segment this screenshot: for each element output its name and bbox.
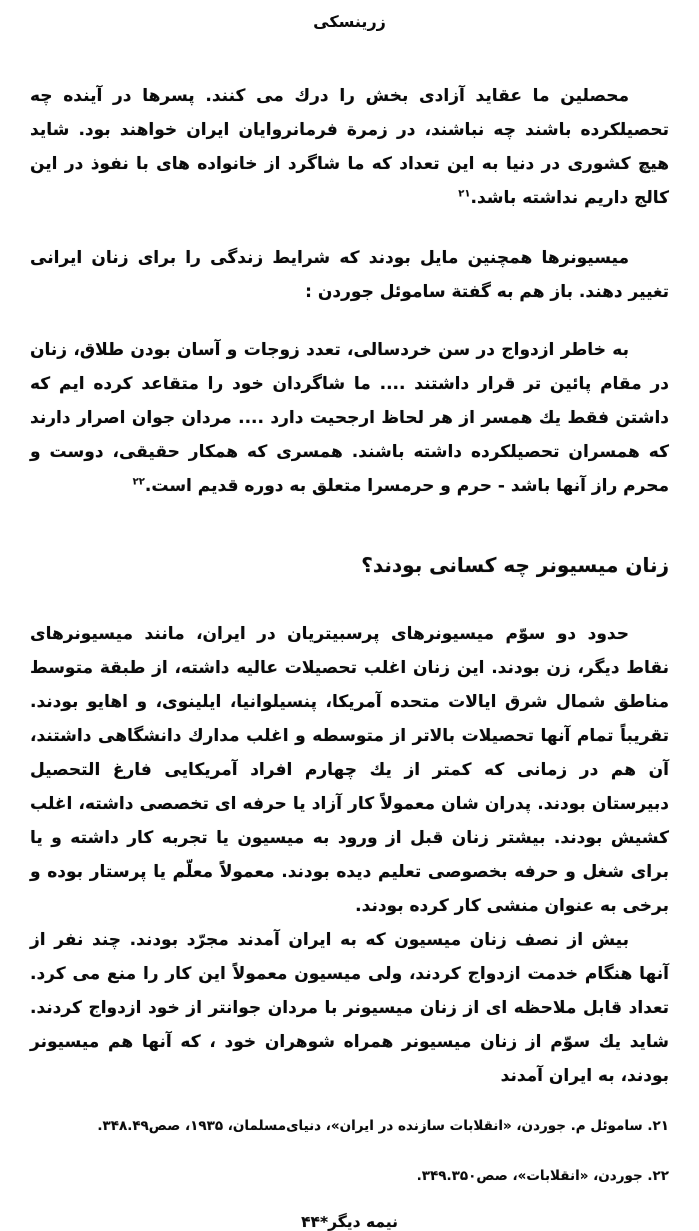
blockquote-jordan — [30, 333, 669, 503]
footnote-21: ۲۱. ساموئل م. جوردن، «انقلابات سازنده در ایران»، دنیای‌مسلمان، ۱۹۳۵، صص۳۴۸.۴۹. — [97, 1118, 669, 1134]
footnote-ref-22: ۲۲ — [132, 476, 145, 488]
paragraph-marital-status-text: بیش از نصف زنان میسیون كه به ایران آمدند مجرّد بودند. چند نفر از آنها هنگام خدمت ازدواج كردند، ولی میسیون معمولاً این كار را منع می كرد. تعداد قابل ملاحظه ای از زنان میسیونر با مردان جوانتر از خود ازدواج كردند. شاید یك سوّم از زنان میسیونر همراه شوهران خود ، كه آنها هم میسیونر بودند، به ایران آمدند — [30, 930, 669, 1086]
footnote-22: ۲۲. جوردن، «انقلابات»، صص۳۴۹.۳۵۰. — [416, 1168, 669, 1184]
paragraph-missionaries-intro-text: میسیونرها همچنین مایل بودند كه شرایط زندگی را برای زنان ایرانی تغییر دهند. باز هم به گفتة ساموئل جوردن : — [30, 248, 669, 302]
running-head: زرینسکی — [313, 12, 386, 31]
paragraph-college-quote-text: محصلین ما عقاید آزادی بخش را درك می كنند. پسرها در آینده چه تحصیلكرده باشند چه نباشند، در زمرة فرمانروایان ایران خواهند بود. شاید هیچ كشوری در دنیا به این تعداد كه ما شاگرد از خانواده های با نفوذ در این كالج داریم نداشته باشد. — [30, 86, 669, 208]
journal-title-page-number: نیمه دیگر*۴۴ — [301, 1213, 398, 1231]
blockquote-jordan-text: به خاطر ازدواج در سن خردسالی، تعدد زوجات و آسان بودن طلاق، زنان در مقام پائین تر قرار داشتند .... ما شاگردان خود را متقاعد كرده ایم كه داشتن فقط یك همسر از هر لحاظ ارجحیت دارد .... مردان جوان اصرار دارند كه همسران تحصیلكرده داشته باشند. همسری كه همكار حقیقی، دوست و محرم راز آنها باشد - حرم و حرمسرا متعلق به دوره قدیم است. — [30, 340, 669, 496]
footnote-ref-21: ۲۱ — [458, 188, 471, 200]
paragraph-demographics-text: حدود دو سوّم میسیونرهای پرسبیتریان در ایران، مانند میسیونرهای نقاط دیگر، زن بودند. این زنان اغلب تحصیلات عالیه داشته، از طبقة متوسط مناطق شمال شرق ایالات متحده آمریكا، پنسیلوانیا، ایلینوی، و اهایو بودند. تقریباً تمام آنها تحصیلات بالاتر از متوسطه و اغلب مدارك دانشگاهی داشتند، آن هم در زمانی كه كمتر از یك چهارم افراد آمریكایی فارغ التحصیل دبیرستان بودند. پدران شان معمولاً كار آزاد یا حرفه ای تخصصی داشته، اغلب كشیش بودند. بیشتر زنان قبل از ورود به میسیون یا تجربه كار داشته و یا برای شغل و حرفه بخصوصی تعلیم دیده بودند. معمولاً معلّم یا پرستار بوده و برخی به عنوان منشی كار كرده بودند. — [30, 624, 669, 916]
paragraph-marital-status — [30, 923, 669, 1093]
paragraph-college-quote — [30, 79, 669, 215]
footnotes-section — [30, 1115, 669, 1187]
section-heading-missionary-women: زنان میسیونر چه كسانی بودند؟ — [361, 553, 669, 577]
paragraph-demographics — [30, 617, 669, 923]
paragraph-missionaries-intro — [30, 241, 669, 309]
